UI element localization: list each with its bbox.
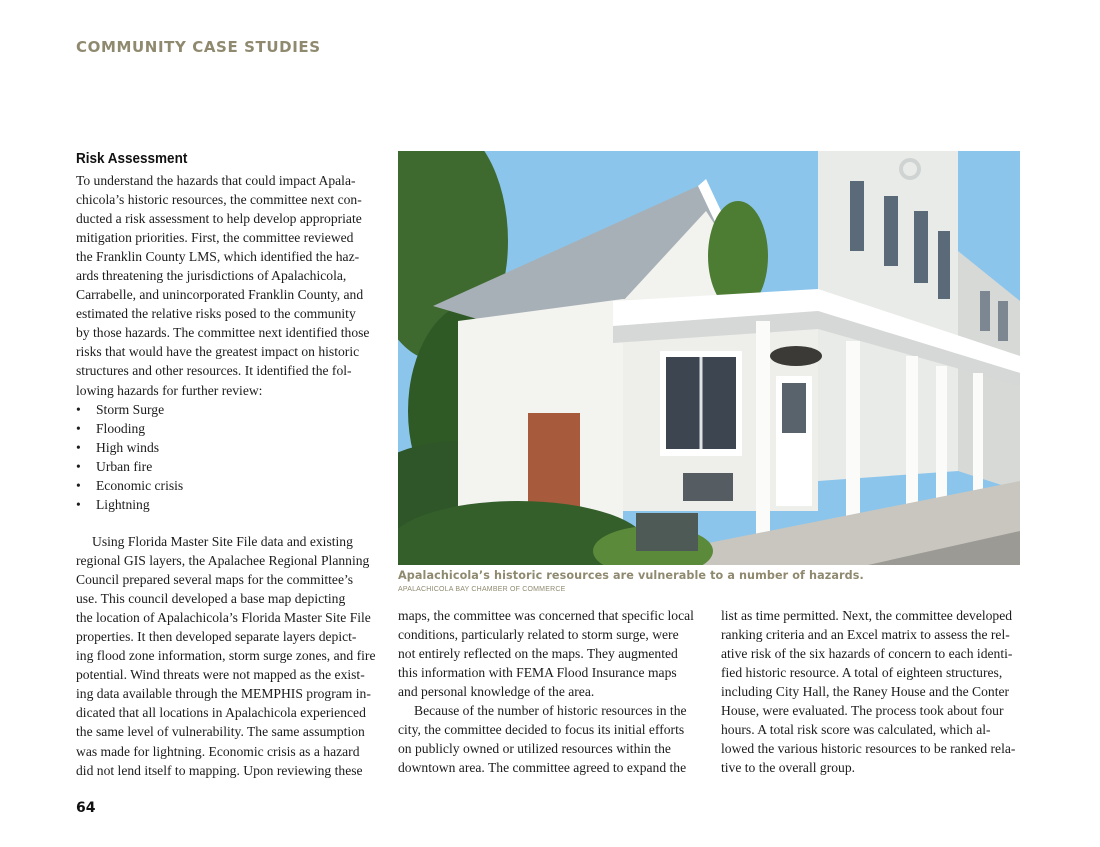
text-line: tive to the overall group. — [721, 760, 856, 776]
photo-credit: APALACHICOLA BAY CHAMBER OF COMMERCE — [398, 586, 566, 593]
hazard-label: Economic crisis — [96, 477, 184, 493]
running-head: COMMUNITY CASE STUDIES — [76, 38, 321, 56]
text-line: not entirely reflected on the maps. They augmented — [398, 646, 678, 662]
text-line: fied historic resource. A total of eighteen structures, — [721, 665, 1003, 681]
text-line: ing data available through the MEMPHIS program in- — [76, 686, 371, 702]
text-line: ranking criteria and an Excel matrix to assess the rel- — [721, 627, 1010, 643]
bullet-icon: • — [76, 496, 81, 512]
section-title: Risk Assessment — [76, 150, 188, 167]
text-line: downtown area. The committee agreed to expand the — [398, 760, 687, 776]
body-column-3 — [721, 606, 1021, 777]
intro-text — [76, 171, 376, 514]
bullet-icon: • — [76, 420, 81, 436]
text-line: chicola’s historic resources, the committee next con- — [76, 192, 362, 208]
text-line: on publicly owned or utilized resources within the — [398, 741, 671, 757]
text-line: ards threatening the jurisdictions of Apalachicola, — [76, 268, 347, 284]
historic-building-photo — [398, 151, 1020, 565]
text-line: dicated that all locations in Apalachicola experienced — [76, 705, 366, 721]
bullet-icon: • — [76, 458, 81, 474]
text-line: including City Hall, the Raney House and the Conter — [721, 684, 1010, 700]
text-line: the Franklin County LMS, which identified the haz- — [76, 249, 360, 265]
text-line: lowing hazards for further review: — [76, 382, 263, 398]
text-line: use. This council developed a base map depicting — [76, 591, 346, 607]
text-line: estimated the relative risks posed to the community — [76, 306, 356, 322]
hazard-label: High winds — [96, 439, 160, 455]
text-line: city, the committee decided to focus its initial efforts — [398, 722, 685, 738]
text-line: House, were evaluated. The process took about four — [721, 703, 1004, 719]
text-line: the same level of vulnerability. The same assumption — [76, 724, 365, 740]
text-line: was made for lightning. Economic crisis as a hazard — [76, 743, 360, 759]
text-line: did not lend itself to mapping. Upon reviewing these — [76, 762, 363, 778]
hazard-label: Lightning — [96, 496, 150, 512]
text-line: potential. Wind threats were not mapped as the exist- — [76, 667, 365, 683]
page-number: 64 — [76, 800, 96, 816]
text-line: the location of Apalachicola’s Florida Master Site File — [76, 610, 371, 626]
text-line: ducted a risk assessment to help develop appropriate — [76, 211, 362, 227]
text-line: conditions, particularly related to storm surge, were — [398, 627, 679, 643]
text-line: mitigation priorities. First, the committee reviewed — [76, 230, 354, 246]
text-line: ative risk of the six hazards of concern to each identi- — [721, 646, 1013, 662]
hazard-label: Flooding — [96, 420, 146, 436]
hazard-list-item — [76, 495, 376, 514]
body-column-1 — [76, 532, 376, 780]
text-line: maps, the committee was concerned that specific local — [398, 608, 694, 623]
text-line: Carrabelle, and unincorporated Franklin County, and — [76, 287, 364, 303]
text-line: structures and other resources. It identified the fol- — [76, 363, 352, 379]
hazard-list-item — [76, 476, 376, 495]
hazard-list-item — [76, 438, 376, 457]
text-line: risks that would have the greatest impact on historic — [76, 344, 360, 360]
text-line: and personal knowledge of the area. — [398, 684, 595, 700]
hazard-label: Storm Surge — [96, 401, 165, 417]
text-line: list as time permitted. Next, the committee developed — [721, 608, 1013, 623]
bullet-icon: • — [76, 477, 81, 493]
hazard-list-item — [76, 419, 376, 438]
text-line: regional GIS layers, the Apalachee Regional Planning — [76, 553, 370, 569]
text-line: lowed the various historic resources to be ranked rela- — [721, 741, 1016, 757]
text-line: Using Florida Master Site File data and existing — [92, 534, 353, 549]
text-line: properties. It then developed separate layers depict- — [76, 629, 357, 645]
text-line: Council prepared several maps for the committee’s — [76, 572, 354, 588]
historic-building-illustration — [398, 151, 1020, 565]
hazard-label: Urban fire — [96, 458, 153, 474]
text-line: this information with FEMA Flood Insurance maps — [398, 665, 677, 681]
bullet-icon: • — [76, 401, 81, 417]
hazard-list-item — [76, 457, 376, 476]
text-line: To understand the hazards that could impact Apala- — [76, 173, 356, 188]
text-line: ing flood zone information, storm surge zones, and fire — [76, 648, 376, 664]
text-line: hours. A total risk score was calculated, which al- — [721, 722, 991, 738]
text-line: Because of the number of historic resources in the — [414, 703, 687, 719]
hazard-list-item — [76, 400, 376, 419]
photo-caption: Apalachicola’s historic resources are vulnerable to a number of hazards. — [398, 569, 864, 582]
bullet-icon: • — [76, 439, 81, 455]
body-column-2 — [398, 606, 698, 777]
text-line: by those hazards. The committee next identified those — [76, 325, 370, 341]
